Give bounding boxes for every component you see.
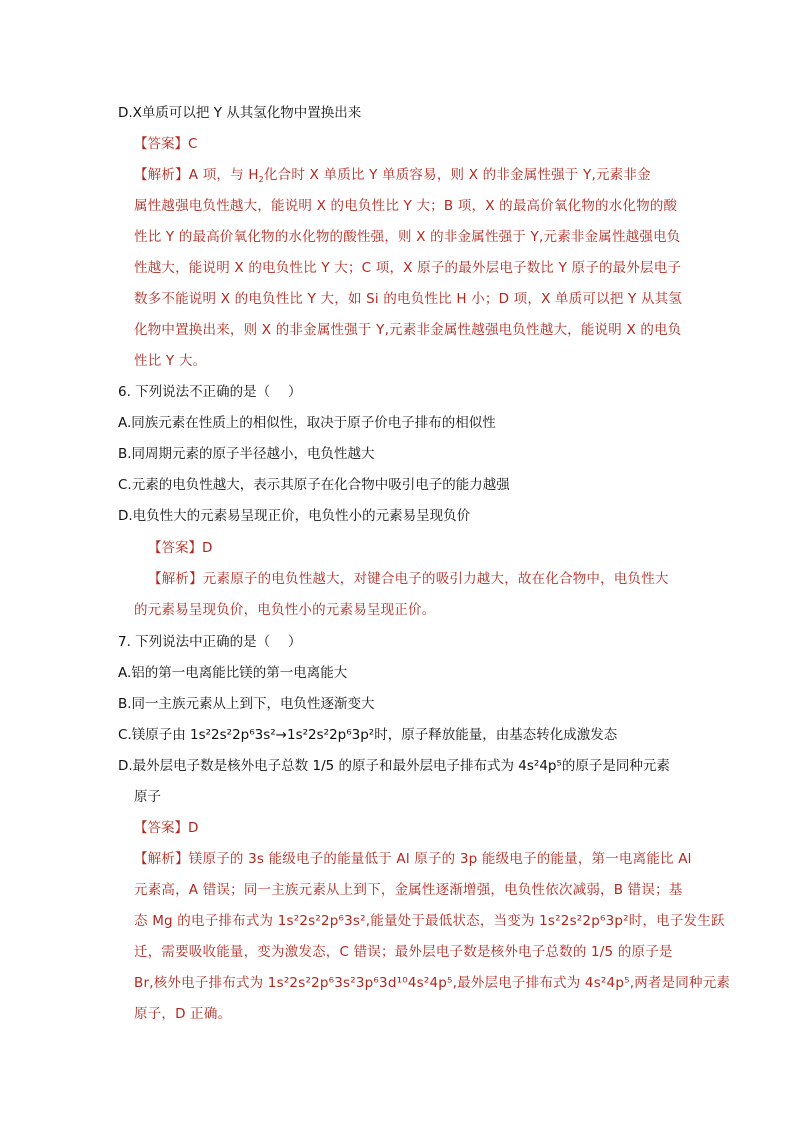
q6-stem: 6. 下列说法不正确的是（ ）: [118, 384, 302, 400]
q5-analysis-line-1: 【解析】A 项，与 $H_2$化合时 X 单质比 Y 单质容易，则 X 的非金属性强于 Y,元素非金: [134, 167, 651, 184]
q7-option-d-line-1: D.最外层电子数是核外电子总数 1/5 的原子和最外层电子排布式为 4s²4p⁵的原子是同种元素: [118, 758, 670, 774]
q7-option-c: C.镁原子由 1s²2s²2p⁶3s²→1s²2s²2p⁶3p²时，原子释放能量，由基态转化成激发态: [118, 727, 618, 743]
q5-analysis-line-2: 属性越强电负性越大，能说明 X 的电负性比 Y 大；B 项，X 的最高价氧化物的水化物的酸: [134, 198, 678, 214]
q7-option-d-line-2: 原子: [134, 789, 161, 805]
q5-analysis-line-7: 性比 Y 大。: [134, 353, 207, 369]
q7-option-b: B.同一主族元素从上到下，电负性逐渐变大: [118, 696, 375, 712]
q5-analysis-line-4: 性越大，能说明 X 的电负性比 Y 大；C 项，X 原子的最外层电子数比 Y 原子的最外层电子: [134, 260, 682, 276]
q6-option-b: B.同周期元素的原子半径越小，电负性越大: [118, 446, 375, 462]
q7-analysis-line-3: 态 Mg 的电子排布式为 1s²2s²2p⁶3s²,能量处于最低状态，当变为 1s²2s²2p⁶3p²时，电子发生跃: [134, 913, 725, 929]
q6-option-c: C.元素的电负性越大，表示其原子在化合物中吸引电子的能力越强: [118, 477, 510, 493]
q7-analysis-line-1: 【解析】镁原子的 3s 能级电子的能量低于 Al 原子的 3p 能级电子的能量，第一电离能比 Al: [134, 851, 692, 867]
q6-option-a: A.同族元素在性质上的相似性，取决于原子价电子排布的相似性: [118, 415, 496, 431]
q7-answer: 【答案】D: [134, 820, 199, 836]
q6-answer: 【答案】D: [148, 540, 213, 556]
q5-answer: 【答案】C: [134, 136, 198, 152]
q5-analysis-line-5: 数多不能说明 X 的电负性比 Y 大，如 Si 的电负性比 H 小；D 项，X 单质可以把 Y 从其氢: [134, 291, 683, 307]
q7-stem: 7. 下列说法中正确的是（ ）: [118, 634, 302, 650]
q7-analysis-line-2: 元素高，A 错误；同一主族元素从上到下，金属性逐渐增强，电负性依次减弱，B 错误；基: [134, 882, 683, 898]
q7-option-a: A.铝的第一电离能比镁的第一电离能大: [118, 665, 348, 681]
q7-analysis-line-6: 原子，D 正确。: [134, 1006, 232, 1022]
q6-option-d: D.电负性大的元素易呈现正价，电负性小的元素易呈现负价: [118, 508, 471, 524]
q5-analysis-line-3: 性比 Y 的最高价氧化物的水化物的酸性强，则 X 的非金属性强于 Y,元素非金属性越强电负: [134, 229, 681, 245]
q6-analysis-line-2: 的元素易呈现负价，电负性小的元素易呈现正价。: [134, 602, 436, 618]
q6-analysis-line-1: 【解析】元素原子的电负性越大，对键合电子的吸引力越大，故在化合物中，电负性大: [148, 571, 669, 587]
q7-analysis-line-4: 迁，需要吸收能量，变为激发态，C 错误；最外层电子数是核外电子总数的 1/5 的原子是: [134, 944, 673, 960]
q7-analysis-line-5: Br,核外电子排布式为 1s²2s²2p⁶3s²3p⁶3d¹⁰4s²4p⁵,最外层电子排布式为 4s²4p⁵,两者是同种元素: [134, 975, 731, 991]
q5-analysis-line-6: 化物中置换出来，则 X 的非金属性强于 Y,元素非金属性越强电负性越大，能说明 X 的电负: [134, 322, 682, 338]
q5-option-d: D.X单质可以把 Y 从其氢化物中置换出来: [118, 105, 362, 121]
